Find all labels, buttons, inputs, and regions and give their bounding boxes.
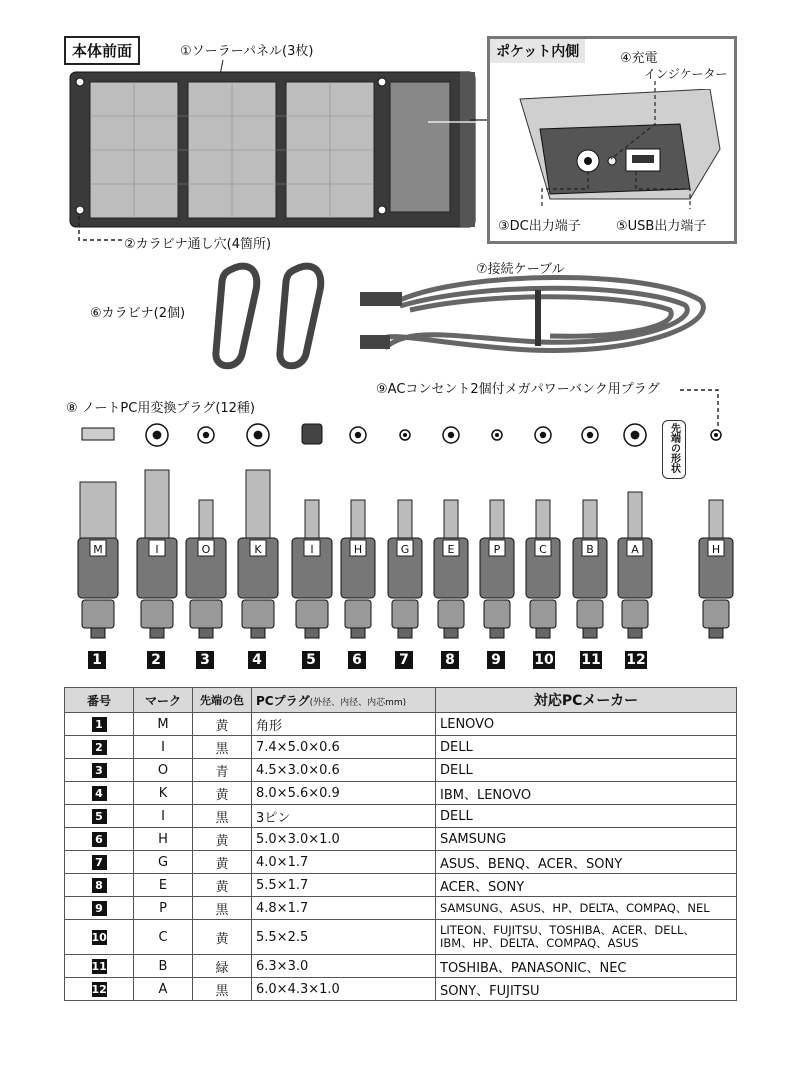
plug-7-tip-core bbox=[403, 433, 407, 437]
plug-8-mark: E bbox=[447, 543, 455, 556]
row-maker bbox=[436, 920, 737, 955]
dc-port-label: ③DC出力端子 bbox=[498, 219, 581, 234]
plug-1-mark: M bbox=[93, 543, 103, 556]
row-color: 青 bbox=[193, 759, 252, 782]
plug-4-mark: K bbox=[254, 543, 262, 556]
row-size: 6.0×4.3×1.0 bbox=[252, 978, 436, 1001]
plug-1-grip bbox=[82, 600, 114, 628]
plug-9-stem bbox=[490, 500, 504, 542]
table-row bbox=[65, 759, 737, 782]
plug-1-tip-icon bbox=[82, 428, 114, 440]
table-row bbox=[65, 874, 737, 897]
row-size: 5.5×2.5 bbox=[252, 920, 436, 955]
table-row bbox=[65, 805, 737, 828]
plug-11-grip bbox=[577, 600, 603, 628]
plug-8-end bbox=[444, 628, 458, 638]
plug-10-grip bbox=[530, 600, 556, 628]
row-mark: E bbox=[134, 874, 193, 897]
row-num-badge: 9 bbox=[92, 901, 107, 916]
front-view-heading: 本体前面 bbox=[64, 36, 140, 65]
plug-3-tip-core bbox=[203, 432, 209, 438]
row-num bbox=[65, 805, 134, 828]
plug-number-badge: 11 bbox=[581, 652, 601, 668]
plug-12-grip bbox=[622, 600, 648, 628]
row-mark: M bbox=[134, 713, 193, 736]
port-leader-lines bbox=[540, 169, 700, 219]
header-maker: 対応PCメーカー bbox=[436, 688, 737, 713]
ac-plug-mark: H bbox=[711, 543, 721, 556]
plug-4-end bbox=[251, 628, 265, 638]
plug-6-tip-core bbox=[355, 432, 361, 438]
row-maker: IBM、LENOVO bbox=[436, 782, 737, 805]
row-maker-line1: LITEON、FUJITSU、TOSHIBA、ACER、DELL、 bbox=[440, 923, 695, 937]
row-size: 4.0×1.7 bbox=[252, 851, 436, 874]
row-color: 黒 bbox=[193, 978, 252, 1001]
plug-7-end bbox=[398, 628, 412, 638]
row-size: 4.8×1.7 bbox=[252, 897, 436, 920]
row-num-badge: 5 bbox=[92, 809, 107, 824]
plug-7-mark: G bbox=[400, 543, 410, 556]
plug-11-stem bbox=[583, 500, 597, 542]
row-size: 7.4×5.0×0.6 bbox=[252, 736, 436, 759]
plug-11-mark: B bbox=[586, 543, 594, 556]
header-num: 番号 bbox=[65, 688, 134, 713]
indicator-leader-line bbox=[605, 79, 665, 169]
row-maker: TOSHIBA、PANASONIC、NEC bbox=[436, 955, 737, 978]
row-color: 黄 bbox=[193, 874, 252, 897]
row-mark: A bbox=[134, 978, 193, 1001]
row-maker: SONY、FUJITSU bbox=[436, 978, 737, 1001]
plug-number-badge: 10 bbox=[534, 652, 554, 668]
plug-3-end bbox=[199, 628, 213, 638]
plug-number-badge: 5 bbox=[302, 651, 320, 669]
row-mark: G bbox=[134, 851, 193, 874]
plug-9-grip bbox=[484, 600, 510, 628]
row-color: 黄 bbox=[193, 851, 252, 874]
plug-10-end bbox=[536, 628, 550, 638]
table-row bbox=[65, 920, 737, 955]
table-row bbox=[65, 736, 737, 759]
plug-8-tip-core bbox=[448, 432, 454, 438]
row-num bbox=[65, 851, 134, 874]
row-size: 5.5×1.7 bbox=[252, 874, 436, 897]
row-num-badge: 10 bbox=[91, 930, 107, 944]
row-num bbox=[65, 713, 134, 736]
row-num-badge: 2 bbox=[92, 740, 107, 755]
plug-3-stem bbox=[199, 500, 213, 542]
plug-9-tip-core bbox=[495, 433, 499, 437]
row-color: 黄 bbox=[193, 920, 252, 955]
plug-2-stem bbox=[145, 470, 169, 542]
plug-11-end bbox=[583, 628, 597, 638]
cable-illustration bbox=[350, 270, 720, 365]
header-color: 先端の色 bbox=[193, 688, 252, 713]
plug-12-mark: A bbox=[631, 543, 639, 556]
row-num bbox=[65, 736, 134, 759]
plug-5-stem bbox=[305, 500, 319, 542]
table-row bbox=[65, 713, 737, 736]
row-mark: C bbox=[134, 920, 193, 955]
plug-10-tip-core bbox=[540, 432, 546, 438]
plug-5-grip bbox=[296, 600, 328, 628]
plug-8-grip bbox=[438, 600, 464, 628]
row-size: 5.0×3.0×1.0 bbox=[252, 828, 436, 851]
plug-number-badge: 4 bbox=[248, 651, 266, 669]
row-num bbox=[65, 874, 134, 897]
ac-plug-stem bbox=[709, 500, 723, 542]
plug-6-end bbox=[351, 628, 365, 638]
plug-number-badge: 8 bbox=[441, 651, 459, 669]
plug-2-grip bbox=[141, 600, 173, 628]
row-mark: I bbox=[134, 805, 193, 828]
hole-leader-line bbox=[75, 212, 125, 244]
plug-9-mark: P bbox=[493, 543, 501, 556]
row-num-badge: 4 bbox=[92, 786, 107, 801]
row-color: 黄 bbox=[193, 782, 252, 805]
row-size: 3ピン bbox=[252, 805, 436, 828]
row-num bbox=[65, 978, 134, 1001]
row-color: 黄 bbox=[193, 828, 252, 851]
indicator-label-line1: ④充電 bbox=[620, 51, 658, 66]
table-header-row bbox=[65, 688, 737, 713]
plugs-label: ⑧ ノートPC用変換プラグ(12種) bbox=[66, 401, 255, 416]
row-color: 黒 bbox=[193, 805, 252, 828]
plug-2-mark: I bbox=[155, 543, 159, 556]
row-num bbox=[65, 782, 134, 805]
plug-12-tip-core bbox=[631, 431, 640, 440]
plug-6-grip bbox=[345, 600, 371, 628]
plug-1-end bbox=[91, 628, 105, 638]
row-mark: K bbox=[134, 782, 193, 805]
carabiner-label: ⑥カラビナ(2個) bbox=[90, 306, 186, 321]
indicator-label-line2: インジケーター bbox=[644, 67, 728, 81]
row-maker-line2: IBM、HP、DELTA、COMPAQ、ASUS bbox=[440, 936, 639, 950]
row-num-badge: 12 bbox=[91, 982, 107, 996]
row-num-badge: 8 bbox=[92, 878, 107, 893]
table-row bbox=[65, 897, 737, 920]
plug-2-tip-core bbox=[153, 431, 162, 440]
row-num bbox=[65, 759, 134, 782]
plug-6-mark: H bbox=[353, 543, 363, 556]
plug-7-stem bbox=[398, 500, 412, 542]
plug-3-grip bbox=[190, 600, 222, 628]
plug-2-end bbox=[150, 628, 164, 638]
row-maker: SAMSUNG bbox=[436, 828, 737, 851]
row-maker: DELL bbox=[436, 736, 737, 759]
row-mark: O bbox=[134, 759, 193, 782]
ac-plug-tip-core bbox=[714, 433, 718, 437]
row-num-badge: 11 bbox=[91, 959, 107, 973]
ac-plug-end bbox=[709, 628, 723, 638]
row-num bbox=[65, 955, 134, 978]
plug-3-mark: O bbox=[201, 543, 211, 556]
carabiner-hole-label: ②カラビナ通し穴(4箇所) bbox=[124, 237, 272, 252]
row-num-badge: 3 bbox=[92, 763, 107, 778]
row-num bbox=[65, 920, 134, 955]
pocket-inner-panel bbox=[487, 36, 737, 244]
plug-number-badge: 2 bbox=[147, 651, 165, 669]
plug-8-stem bbox=[444, 500, 458, 542]
plug-6-stem bbox=[351, 500, 365, 542]
plug-number-badge: 3 bbox=[196, 651, 214, 669]
row-num-badge: 7 bbox=[92, 855, 107, 870]
row-maker: ACER、SONY bbox=[436, 874, 737, 897]
plug-5-end bbox=[305, 628, 319, 638]
table-row bbox=[65, 851, 737, 874]
row-maker: LENOVO bbox=[436, 713, 737, 736]
plug-4-grip bbox=[242, 600, 274, 628]
row-num-badge: 1 bbox=[92, 717, 107, 732]
plug-11-tip-core bbox=[587, 432, 593, 438]
row-maker: DELL bbox=[436, 805, 737, 828]
plug-4-stem bbox=[246, 470, 270, 542]
plug-12-stem bbox=[628, 492, 642, 542]
row-size: 4.5×3.0×0.6 bbox=[252, 759, 436, 782]
pocket-heading: ポケット内側 bbox=[490, 39, 585, 63]
plug-number-badge: 6 bbox=[348, 651, 366, 669]
row-color: 黄 bbox=[193, 713, 252, 736]
carabiners-illustration bbox=[208, 262, 333, 372]
row-mark: P bbox=[134, 897, 193, 920]
usb-port-label: ⑤USB出力端子 bbox=[616, 219, 707, 234]
table-row bbox=[65, 955, 737, 978]
row-num bbox=[65, 828, 134, 851]
plug-number-badge: 9 bbox=[487, 651, 505, 669]
header-plug-note: (外径、内径、内芯mm) bbox=[309, 697, 407, 708]
plug-5-tip-icon bbox=[302, 424, 322, 444]
ac-plug-label: ⑨ACコンセント2個付メガパワーバンク用プラグ bbox=[376, 382, 660, 397]
tip-shape-label bbox=[662, 420, 686, 479]
tip-shape-text: 先端の形状 bbox=[668, 423, 680, 473]
plug-9-end bbox=[490, 628, 504, 638]
row-maker: ASUS、BENQ、ACER、SONY bbox=[436, 851, 737, 874]
table-row bbox=[65, 828, 737, 851]
header-plug-text: PCプラグ bbox=[256, 693, 310, 708]
row-maker: DELL bbox=[436, 759, 737, 782]
plug-10-mark: C bbox=[539, 543, 547, 556]
plug-12-end bbox=[628, 628, 642, 638]
header-mark: マーク bbox=[134, 688, 193, 713]
plug-4-tip-core bbox=[254, 431, 263, 440]
row-mark: B bbox=[134, 955, 193, 978]
row-maker: SAMSUNG、ASUS、HP、DELTA、COMPAQ、NEL bbox=[436, 897, 737, 920]
plug-number-badge: 7 bbox=[395, 651, 413, 669]
row-size: 角形 bbox=[252, 713, 436, 736]
solar-charger-illustration bbox=[60, 60, 480, 235]
plug-number-badge: 12 bbox=[626, 652, 646, 668]
cable-label: ⑦接続ケーブル bbox=[476, 262, 565, 277]
plug-1-stem bbox=[80, 482, 116, 542]
plug-5-mark: I bbox=[310, 543, 314, 556]
row-mark: H bbox=[134, 828, 193, 851]
row-color: 黒 bbox=[193, 736, 252, 759]
solar-panel-label: ①ソーラーパネル(3枚) bbox=[180, 44, 314, 59]
ac-plug-grip bbox=[703, 600, 729, 628]
table-row bbox=[65, 782, 737, 805]
row-size: 8.0×5.6×0.9 bbox=[252, 782, 436, 805]
plug-spec-table bbox=[64, 687, 737, 1001]
row-size: 6.3×3.0 bbox=[252, 955, 436, 978]
plug-10-stem bbox=[536, 500, 550, 542]
row-color: 緑 bbox=[193, 955, 252, 978]
row-color: 黒 bbox=[193, 897, 252, 920]
plug-number-badge: 1 bbox=[88, 651, 106, 669]
header-plug bbox=[252, 688, 436, 713]
row-mark: I bbox=[134, 736, 193, 759]
plug-7-grip bbox=[392, 600, 418, 628]
table-row bbox=[65, 978, 737, 1001]
row-num bbox=[65, 897, 134, 920]
row-num-badge: 6 bbox=[92, 832, 107, 847]
